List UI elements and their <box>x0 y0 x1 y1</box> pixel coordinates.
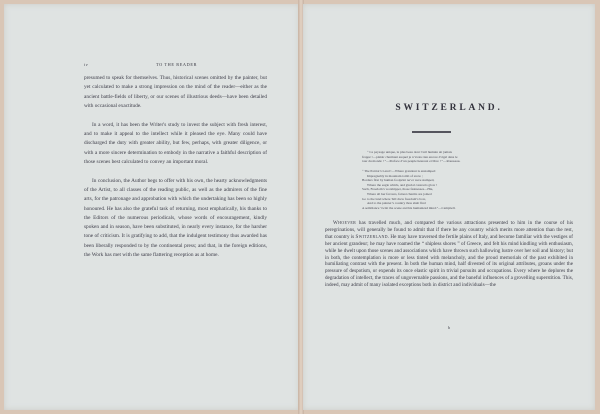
paragraph: In conclusion, the Author begs to offer with his own, the hearty acknowledgments of the Artist, to all classes of the reading public, as well as the admirers of the fine arts, for the patronage and approbation with which the undertaking has been so highly honoured. He has also the grateful task of returning, most emphatically, his thanks to the Editors of the numerous periodicals, whose words of encouragement, kindly spoken and in season, have been substituted, in nearly every instance, for the harsher tone of criticism. It is gratifying to add, that the indulgent testimony thus awarded has been liberally responded to by the continental press; and that, in the foreign editions, the Work has met with the same flattering reception as at home. <box>84 177 267 259</box>
title-rule-divider <box>412 131 451 133</box>
body-text <box>84 74 267 270</box>
verse-line: A semblance ’twixt the scene and his humanized mind.”—Campbell. <box>362 205 456 210</box>
verse-line: And to the painter’s country thou shalt find <box>367 201 426 206</box>
paragraph: In a word, it has been the Writer's study to invest the subject with fresh interest, and to make it appeal to the intellect while it pleased the eye. Many could have discharged the duty with greater ability, but few, perhaps, with greater diligence, or with a more sincere determination to embody in the narrative a faithful description of those scenes best calculated to convey an important moral. <box>84 121 267 165</box>
body-text <box>325 220 573 299</box>
running-head-title: TO THE READER <box>155 62 198 67</box>
paragraph-text: has travelled much, and compared the various attractions presented to him in the course of his peregrinations, will generally be found to admit that if there be any country which merits more attention than the rest, that country is <box>325 220 573 240</box>
right-page <box>303 4 595 410</box>
verse-line: “ The Patriot’s Land !—Where grandeur is enstamped <box>362 169 436 173</box>
verse-line: Where the eagle whirls, and glacial cataracts glow ! <box>367 182 438 187</box>
verse-line: Impregnably in mountain tomb of snow ; <box>367 173 423 178</box>
verse-line: Go to the land where Tell drew freedom’s bow, <box>362 196 426 201</box>
opening-paragraph <box>325 220 573 289</box>
chapter-title: SWITZERLAND. <box>395 103 503 113</box>
paragraph: presumed to speak for themselves. Thus, historical scenes omitted by the painter, but yet calculated to make a strong impression on the mind of the reader—either as the ancient battle-fields of liberty, or our scenes of illustrious deeds—have been detailed with occasional exactitude. <box>84 75 267 109</box>
country-name: Switzerland <box>355 233 388 240</box>
paragraph-text: . He may have traversed the fertile plains of Italy, and become familiar with the vestiges of her ancient grandeur; he may have roamed the “ shipless shores ” of Greece, and felt his mind kindling with enthusiasm, while he dwelt upon those scenes and associations which have thrown such hallowing lustre over her soil and history; but in both, the contemplation is more or less tinted with melancholy, and the proud memorials of the past exhibited in humiliating contrast with the present. In both the human mind, half divested of its original attributes, groans under the pressure of despotism, or expends its once elastic spirit in trivial pursuits and occupations. Every where he deplores the degradation of intellect, the traces of ungovernable passions, and the baneful influences of a grovelling superstition. This, indeed, may admit of many isolated exceptions both in district and individuals—the <box>325 233 573 289</box>
epigraph-verse <box>362 169 486 210</box>
verse-line: Such, Freedom’s worshipper, those fastnesses—Hie, <box>362 187 434 192</box>
epigraph-line: “ Ce paysage unique, le plus beau dont l’œil humain ait jamais <box>367 150 452 154</box>
opening-word: Whoever <box>333 220 357 226</box>
epigraph-french <box>362 150 486 164</box>
verse-line: Where all her favours, fairest charms are joined <box>367 191 432 196</box>
page-number: iv <box>84 62 89 67</box>
epigraph-line: frappé !—plaisir charmant auquel je n’avais rien encore d’égal dans le <box>362 154 458 159</box>
left-page <box>4 4 299 410</box>
page-signature: b <box>448 325 450 330</box>
epigraph-line: tour du monde ! ”—Preface d’un peuple heureux et libre ! ”—Rousseau. <box>362 159 461 164</box>
verse-line: Borders first by human footprint ne’er were stamped, <box>362 178 435 183</box>
